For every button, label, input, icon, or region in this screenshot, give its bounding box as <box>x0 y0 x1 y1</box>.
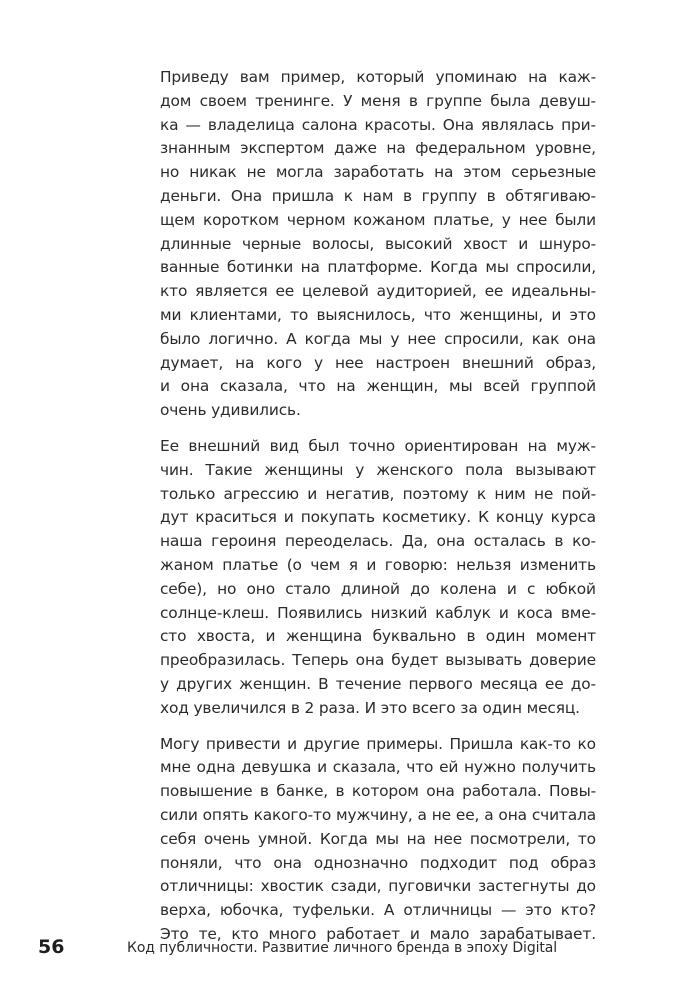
text-line: Ее внешний вид был точно ориентирован на муж- <box>160 436 596 455</box>
text-line: знанным экспертом даже на федеральном уровне, <box>160 139 596 158</box>
text-line: себе), но оно стало длиной до колена и с юбкой <box>160 579 596 598</box>
running-footer-title: Код публичности. Развитие личного бренда в эпоху Digital <box>127 940 558 956</box>
text-line: щем коротком черном кожаном платье, у нее были <box>160 210 596 229</box>
text-line: думает, на кого у нее настроен внешний образ, <box>160 353 596 372</box>
paragraph <box>160 733 596 947</box>
text-line: ми клиентами, то выяснилось, что женщины, и это <box>160 305 596 324</box>
text-line: длинные черные волосы, высокий хвост и шнуро- <box>160 234 596 253</box>
text-line: Приведу вам пример, который упоминаю на каж- <box>160 68 596 86</box>
text-line: было логично. А когда мы у нее спросили, как она <box>160 329 596 348</box>
text-line: преобразилась. Теперь она будет вызывать доверие <box>160 651 596 670</box>
text-line: только агрессию и негатив, поэтому к ним не пой- <box>160 484 596 503</box>
text-line: сили опять какого-то мужчину, а не ее, а она считала <box>160 805 596 824</box>
text-line: верха, юбочка, туфельки. А отличницы — это кто? <box>160 901 596 920</box>
text-line: ход увеличился в 2 раза. И это всего за один месяц. <box>160 698 580 717</box>
text-line: у других женщин. В течение первого месяца ее до- <box>160 674 596 693</box>
text-line: солнце-клеш. Появились низкий каблук и коса вме- <box>160 603 596 622</box>
text-line: но никак не могла заработать на этом серьезные <box>160 163 596 182</box>
text-line: дут краситься и покупать косметику. К концу курса <box>160 508 596 527</box>
text-line: мне одна девушка и сказала, что ей нужно получить <box>160 758 596 777</box>
text-line: сто хвоста, и женщина буквально в один момент <box>160 627 596 646</box>
text-line: очень удивились. <box>160 401 301 420</box>
text-line: ка — владелица салона красоты. Она являлась при- <box>160 115 596 134</box>
text-line: поняли, что она однозначно подходит под образ <box>160 853 596 872</box>
text-line: наша героиня переоделась. Да, она осталась в ко- <box>160 532 596 551</box>
page-number: 56 <box>38 936 65 958</box>
text-line: Это те, кто много работает и мало зарабатывает. <box>160 924 596 943</box>
paragraph <box>160 435 596 721</box>
text-line: деньги. Она пришла к нам в группу в обтягиваю- <box>160 186 596 205</box>
paragraph <box>160 66 596 423</box>
text-line: отличницы: хвостик сзади, пуговички застегнуты до <box>160 877 596 896</box>
text-line: повышение в банке, в котором она работала. Повы- <box>160 782 596 801</box>
text-line: чин. Такие женщины у женского пола вызывают <box>160 460 596 479</box>
text-line: себя очень умной. Когда мы на нее посмотрели, то <box>160 829 596 848</box>
text-line: дом своем тренинге. У меня в группе была девуш- <box>160 91 596 110</box>
text-line: ванные ботинки на платформе. Когда мы спросили, <box>160 258 596 277</box>
text-line: жаном платье (о чем я и говорю: нельзя изменить <box>160 555 596 574</box>
body-text <box>160 66 596 959</box>
text-line: кто является ее целевой аудиторией, ее идеальны- <box>160 282 596 301</box>
text-line: Могу привести и другие примеры. Пришла как-то ко <box>160 734 596 753</box>
text-line: и она сказала, что на женщин, мы всей группой <box>160 377 596 396</box>
